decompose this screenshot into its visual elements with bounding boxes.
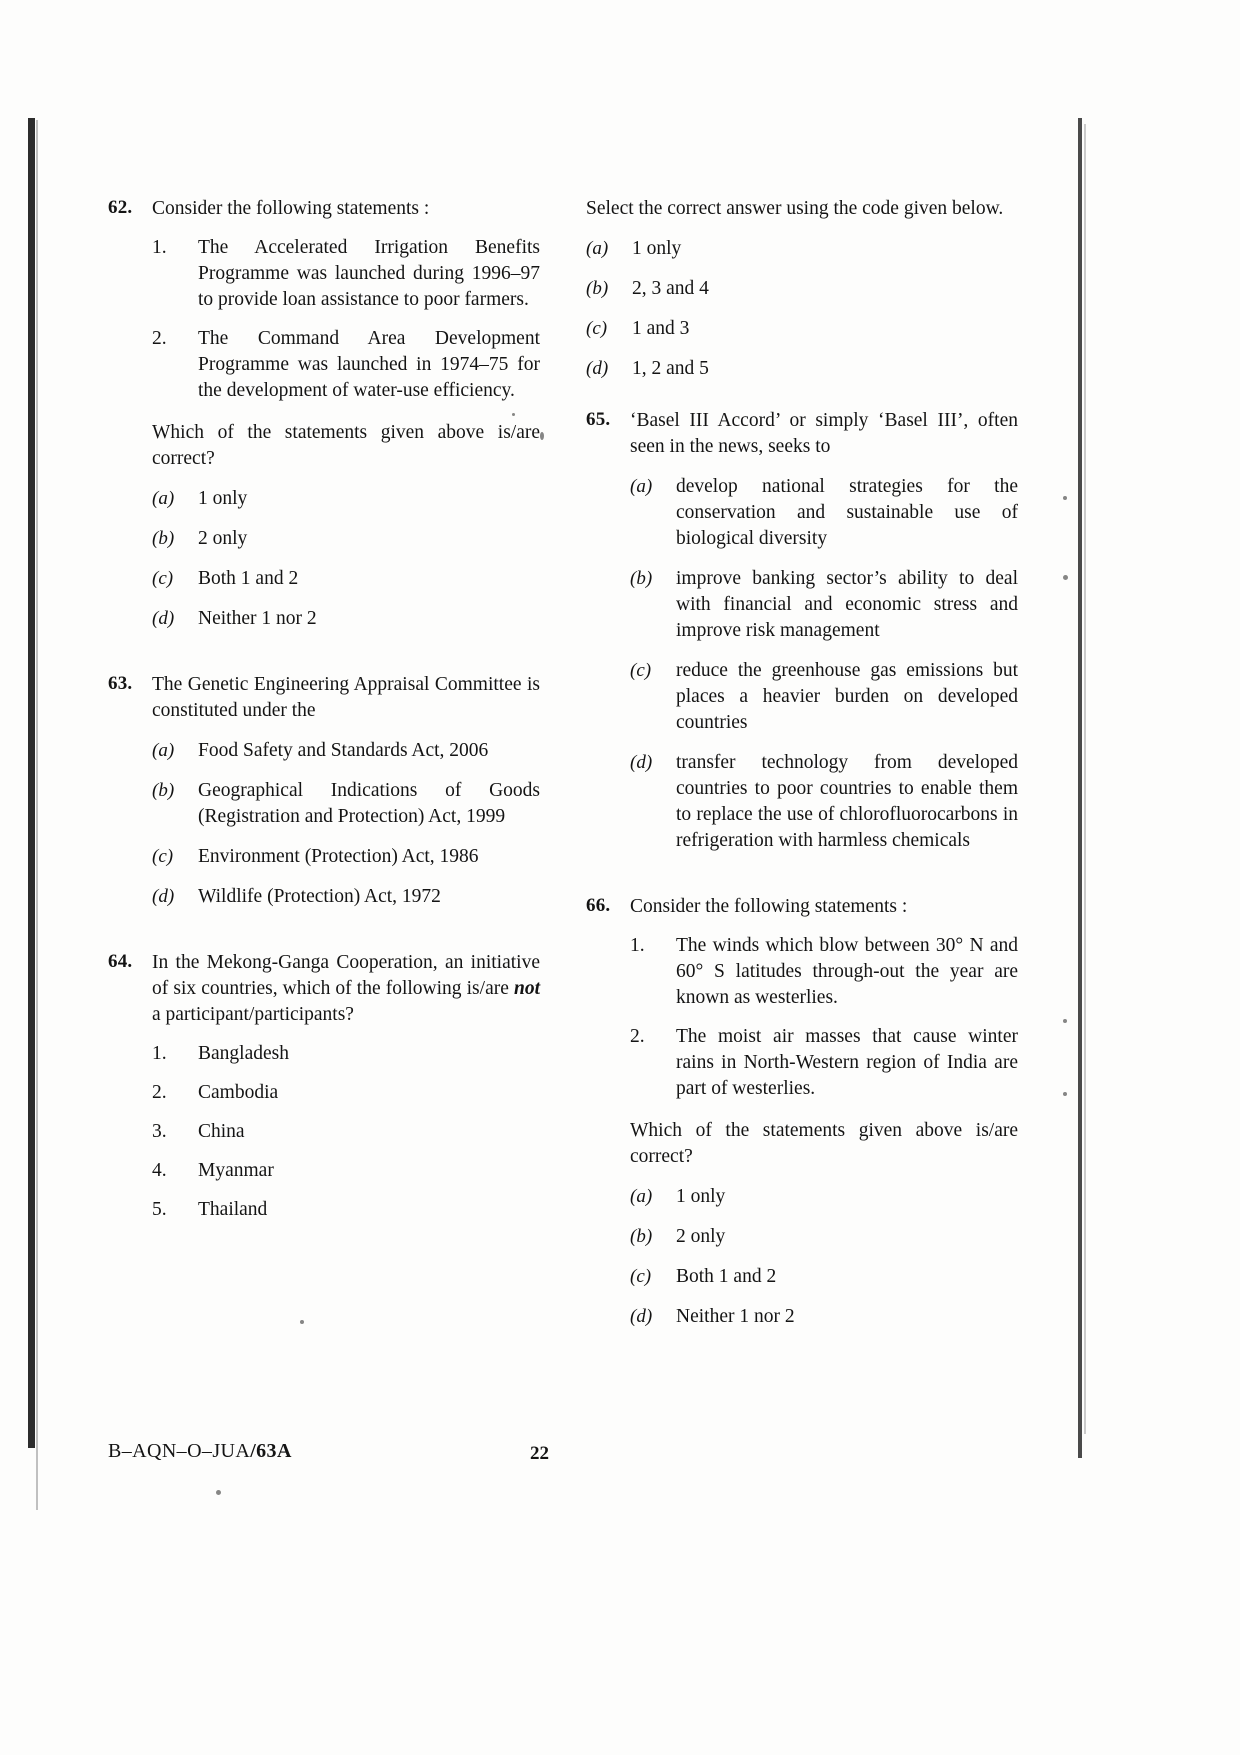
statement-list (152, 235, 540, 404)
option-marker: (c) (586, 318, 608, 339)
option-text: reduce the greenhouse gas emissions but places a heavier burden on developed countries (676, 660, 1018, 733)
list-item (152, 1080, 540, 1106)
question-stem-emphasis: not (513, 978, 540, 999)
question-66 (586, 894, 1018, 1344)
option-marker: (b) (586, 278, 609, 299)
question-stem: Consider the following statements : (630, 896, 908, 917)
question-stem-part2: a participant/participants? (152, 1004, 354, 1025)
question-stem: The Genetic Engineering Appraisal Committee is constituted under the (152, 674, 540, 721)
option-text: Neither 1 nor 2 (676, 1306, 795, 1327)
option-marker: (c) (152, 568, 174, 589)
option-list (630, 474, 1018, 854)
statement-list (152, 1041, 540, 1223)
option-text: Wildlife (Protection) Act, 1972 (198, 886, 441, 907)
list-item (630, 1024, 1018, 1102)
statement-text: The Accelerated Irrigation Benefits Programme was launched during 1996–97 to provide loan assistance to poor farmers. (198, 237, 540, 310)
option-marker: (a) (630, 476, 653, 497)
page-number: 22 (530, 1443, 549, 1464)
statement-marker: 4. (152, 1160, 167, 1181)
option-marker: (d) (586, 358, 609, 379)
statement-marker: 5. (152, 1199, 167, 1220)
question-lead: Which of the statements given above is/are correct? (152, 422, 540, 469)
option-a[interactable] (630, 474, 1018, 552)
question-63 (108, 672, 540, 924)
left-column (108, 196, 540, 1262)
option-marker: (b) (630, 1226, 653, 1247)
option-text: 1, 2 and 5 (632, 358, 709, 379)
question-stem (152, 950, 540, 1028)
statement-list (630, 933, 1018, 1102)
question-64 (108, 950, 540, 1236)
question-62 (108, 196, 540, 646)
option-text: 1 only (632, 238, 682, 259)
list-item (152, 1041, 540, 1067)
question-number: 64. (108, 951, 133, 972)
option-a[interactable] (152, 486, 540, 512)
list-item (152, 1158, 540, 1184)
question-65 (586, 408, 1018, 868)
option-text: Environment (Protection) Act, 1986 (198, 846, 479, 867)
option-marker: (a) (152, 488, 175, 509)
option-marker: (d) (152, 886, 175, 907)
option-marker: (d) (630, 1306, 653, 1327)
statement-text: China (198, 1121, 245, 1142)
list-item (152, 1197, 540, 1223)
option-b[interactable] (630, 566, 1018, 644)
paper-code (108, 1440, 292, 1463)
statement-marker: 1. (152, 1043, 167, 1064)
question-number: 65. (586, 409, 611, 430)
question-lead: Select the correct answer using the code given below. (586, 198, 1004, 219)
statement-text: The moist air masses that cause winter rains in North-Western region of India are part of westerlies. (676, 1026, 1018, 1099)
option-text: transfer technology from developed countries to poor countries to enable them to replace the use of chlorofluorocarbons in refrigeration with harmless chemicals (676, 752, 1018, 851)
paper-code-prefix: B–AQN–O–JUA (108, 1440, 251, 1462)
option-marker: (c) (630, 1266, 652, 1287)
statement-text: The Command Area Development Programme was launched in 1974–75 for the development of water-use efficiency. (198, 328, 540, 401)
question-number: 66. (586, 895, 611, 916)
option-b[interactable] (152, 526, 540, 552)
option-text: 1 only (676, 1186, 726, 1207)
option-text: Both 1 and 2 (198, 568, 299, 589)
option-d[interactable] (630, 1304, 1018, 1330)
option-text: Neither 1 nor 2 (198, 608, 317, 629)
option-marker: (a) (586, 238, 609, 259)
question-stem: Consider the following statements : (152, 198, 430, 219)
question-lead: Which of the statements given above is/are correct? (630, 1120, 1018, 1167)
option-b[interactable] (152, 778, 540, 830)
option-b[interactable] (586, 276, 1018, 302)
statement-marker: 3. (152, 1121, 167, 1142)
option-marker: (b) (152, 528, 175, 549)
option-list (152, 738, 540, 910)
option-c[interactable] (630, 658, 1018, 736)
question-stem: ‘Basel III Accord’ or simply ‘Basel III’, often seen in the news, seeks to (630, 410, 1018, 457)
statement-marker: 1. (152, 237, 167, 258)
option-a[interactable] (630, 1184, 1018, 1210)
option-text: improve banking sector’s ability to deal with financial and economic stress and improve risk management (676, 568, 1018, 641)
statement-marker: 1. (630, 935, 645, 956)
statement-text: Cambodia (198, 1082, 279, 1103)
option-marker: (b) (630, 568, 653, 589)
option-marker: (d) (152, 608, 175, 629)
question-stem-part1: In the Mekong-Ganga Cooperation, an initiative of six countries, which of the following is/are (152, 952, 540, 999)
paper-code-suffix: /63A (250, 1440, 292, 1462)
option-text: 1 only (198, 488, 248, 509)
option-text: 1 and 3 (632, 318, 690, 339)
option-marker: (a) (630, 1186, 653, 1207)
option-c[interactable] (152, 566, 540, 592)
statement-marker: 2. (152, 328, 167, 349)
option-a[interactable] (152, 738, 540, 764)
list-item (152, 326, 540, 404)
option-list (630, 1184, 1018, 1330)
option-text: 2 only (198, 528, 248, 549)
option-marker: (d) (630, 752, 653, 773)
option-c[interactable] (586, 316, 1018, 342)
statement-marker: 2. (630, 1026, 645, 1047)
right-column (586, 196, 1018, 1370)
option-text: Both 1 and 2 (676, 1266, 777, 1287)
option-list (586, 236, 1018, 382)
statement-text: Thailand (198, 1199, 268, 1220)
question-number: 62. (108, 197, 133, 218)
option-marker: (b) (152, 780, 175, 801)
option-a[interactable] (586, 236, 1018, 262)
option-marker: (a) (152, 740, 175, 761)
question-number: 63. (108, 673, 133, 694)
option-text: 2, 3 and 4 (632, 278, 709, 299)
option-marker: (c) (152, 846, 174, 867)
list-item (152, 1119, 540, 1145)
statement-text: Bangladesh (198, 1043, 289, 1064)
option-text: Geographical Indications of Goods (Registration and Protection) Act, 1999 (198, 780, 540, 827)
option-b[interactable] (630, 1224, 1018, 1250)
option-list (152, 486, 540, 632)
option-text: 2 only (676, 1226, 726, 1247)
option-d[interactable] (152, 884, 540, 910)
question-64-continued (586, 196, 1018, 382)
list-item (152, 235, 540, 313)
option-c[interactable] (630, 1264, 1018, 1290)
statement-marker: 2. (152, 1082, 167, 1103)
option-c[interactable] (152, 844, 540, 870)
option-d[interactable] (152, 606, 540, 632)
option-text: develop national strategies for the conservation and sustainable use of biological diversity (676, 476, 1018, 549)
option-marker: (c) (630, 660, 652, 681)
option-d[interactable] (586, 356, 1018, 382)
list-item (630, 933, 1018, 1011)
statement-text: Myanmar (198, 1160, 274, 1181)
option-text: Food Safety and Standards Act, 2006 (198, 740, 489, 761)
option-d[interactable] (630, 750, 1018, 854)
statement-text: The winds which blow between 30° N and 60° S latitudes through-out the year are known as westerlies. (676, 935, 1018, 1008)
